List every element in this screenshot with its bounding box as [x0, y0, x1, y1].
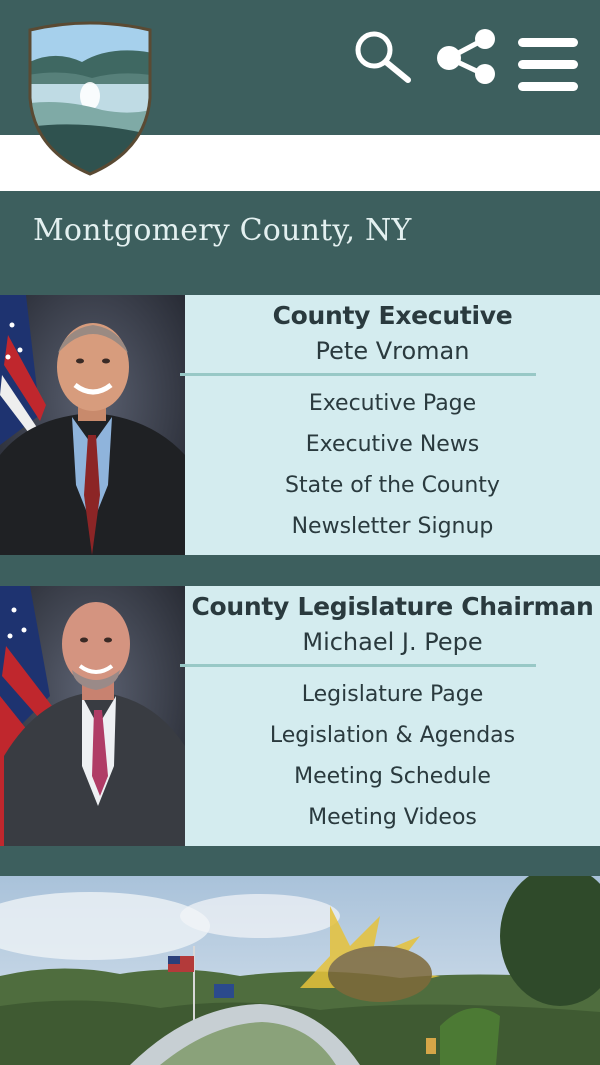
county-executive-card: [0, 295, 600, 555]
site-title-bar: [0, 191, 600, 295]
legislature-chairman-card: [0, 586, 600, 846]
chairman-info: [185, 586, 600, 846]
hamburger-menu-icon[interactable]: [518, 36, 578, 96]
chairman-divider: [180, 664, 536, 667]
share-icon[interactable]: [435, 28, 497, 84]
executive-portrait: [0, 295, 185, 555]
chairman-name: Michael J. Pepe: [302, 628, 483, 656]
newsletter-signup-link[interactable]: Newsletter Signup: [291, 514, 494, 539]
site-title: Montgomery County, NY: [33, 213, 412, 248]
state-of-county-link[interactable]: State of the County: [285, 473, 500, 498]
executive-news-link[interactable]: Executive News: [305, 432, 480, 457]
chairman-portrait: [0, 586, 185, 846]
meeting-schedule-link[interactable]: Meeting Schedule: [294, 764, 491, 789]
legislature-links: [185, 674, 600, 838]
executive-info: [185, 295, 600, 555]
hero-photo-banner: [0, 876, 600, 1065]
legislature-page-link[interactable]: Legislature Page: [301, 682, 484, 707]
executive-page-link[interactable]: Executive Page: [308, 391, 477, 416]
section-separator: [0, 555, 600, 586]
meeting-videos-link[interactable]: Meeting Videos: [308, 805, 477, 830]
legislation-agendas-link[interactable]: Legislation & Agendas: [269, 723, 516, 748]
section-separator: [0, 846, 600, 877]
executive-links: [185, 383, 600, 547]
executive-role-title: County Executive: [272, 301, 513, 330]
search-icon[interactable]: [352, 28, 412, 84]
county-shield-logo[interactable]: [22, 18, 158, 178]
executive-name: Pete Vroman: [315, 337, 470, 365]
chairman-role-title: County Legislature Chairman: [191, 592, 594, 621]
executive-divider: [180, 373, 536, 376]
